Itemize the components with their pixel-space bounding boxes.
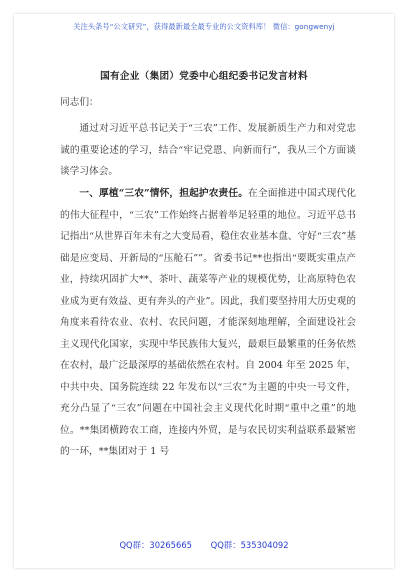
qq-group-1[interactable]: QQ群：30265665 <box>119 540 192 550</box>
footer-contacts <box>0 539 408 551</box>
section-1-body: 在全面推进中国式现代化的伟大征程中，“三农”工作始终占据着举足轻重的地位。习近平总书记指出“从世界百年未有之大变局看，稳住农业基本盘、守好“三农”基础是应变局、开新局的“压舱石””。省委书记**也指出“要既实重点产业，持续巩固扩大**、茶叶、蔬菜等产业的规模优势，让高原特色农业成为更有效益、更有奔头的产业”。因此，我们要坚持用大历史观的角度来看待农业、农村、农民问题，才能深刻地理解，全面建设社会主义现代化国家，实现中华民族伟大复兴，最艰巨最繁重的任务依然在农村，最广泛最深厚的基础依然在农村。自 2004 年至 2025 年，中共中央、国务院连续 22 年发布以“三农”为主题的中央一号文件，充分凸显了“三农”问题在中国社会主义现代化时期“重中之重”的地位。**集团横跨农工商，连接内外贸，是与农民切实利益联系最紧密的一环，**集团对于 1 号 <box>60 188 356 457</box>
qq-group-2[interactable]: QQ群：535304092 <box>210 540 289 550</box>
section-1-paragraph <box>60 183 356 463</box>
section-1-heading: 一、厚植“三农”情怀，担起护农责任。 <box>79 188 249 199</box>
document-title: 国有企业（集团）党委中心组纪委书记发言材料 <box>100 71 308 82</box>
header-banner[interactable]: 关注头条号“公文研究”，获得最新最全最专业的公文资料库！ 微信：gongwenyj <box>73 22 335 31</box>
intro-paragraph: 通过对习近平总书记关于“三农”工作、发展新质生产力和对党忠诚的重要论述的学习，结合“牢记党恩、向新而行”，我从三个方面谈谈学习体会。 <box>60 123 356 177</box>
salutation: 同志们： <box>60 97 99 108</box>
